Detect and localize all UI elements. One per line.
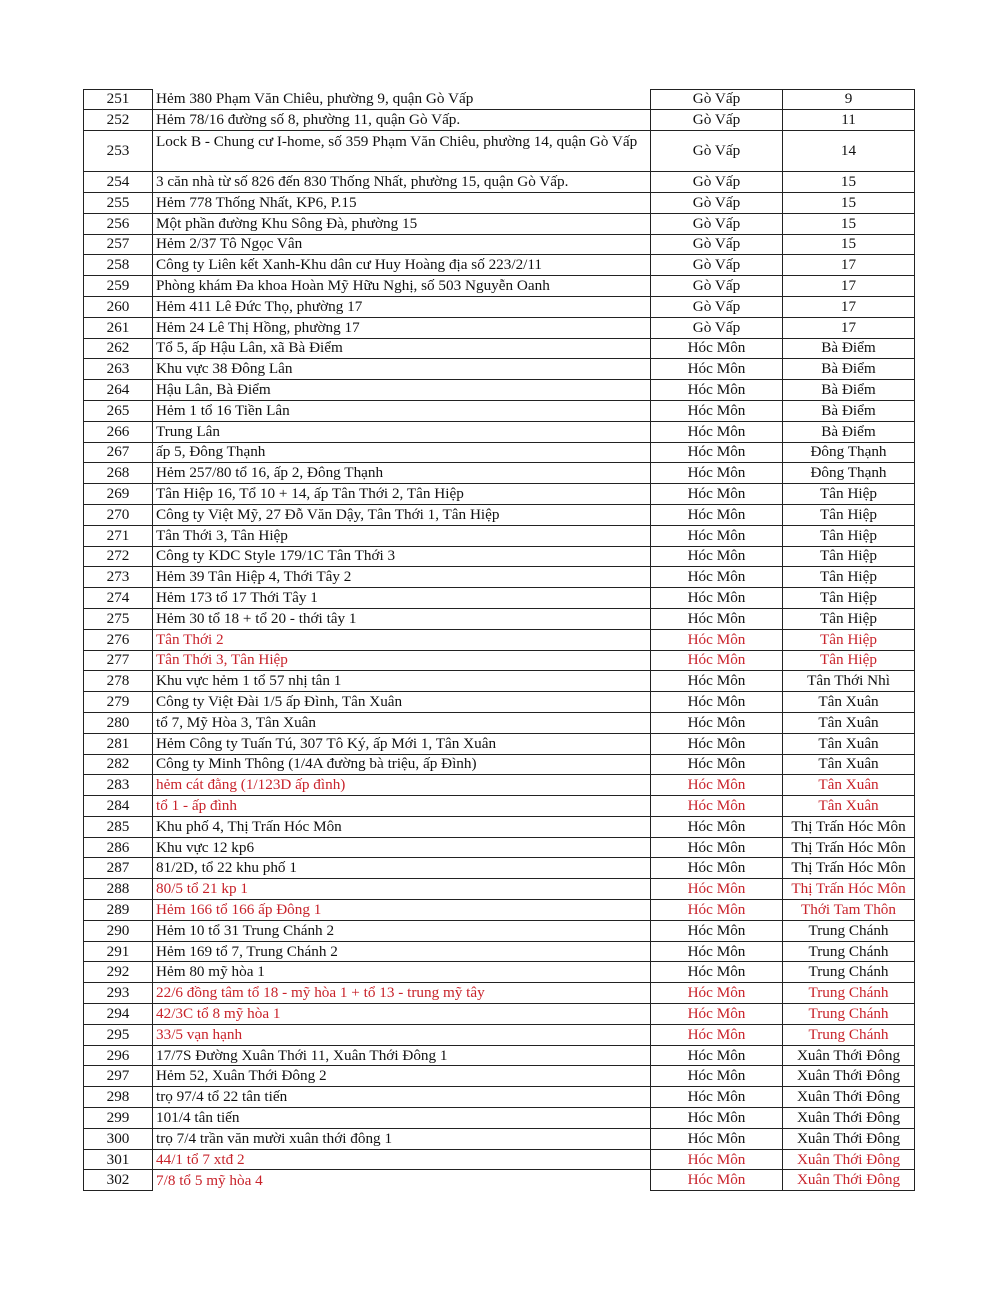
address-cell: Công ty Liên kết Xanh-Khu dân cư Huy Hoàng địa số 223/2/11 [153,255,650,276]
table-row [83,942,915,963]
table-row [83,359,915,380]
table-row [83,276,915,297]
address-cell: Hẻm 778 Thống Nhất, KP6, P.15 [153,193,650,214]
ward-cell: 17 [783,276,915,297]
table-row [83,796,915,817]
stt-cell: 277 [83,651,153,672]
stt-cell: 292 [83,962,153,983]
table-row [83,422,915,443]
ward-cell: Tân Thới Nhì [783,671,915,692]
ward-cell: Thới Tam Thôn [783,900,915,921]
address-cell: tổ 7, Mỹ Hòa 3, Tân Xuân [153,713,650,734]
table-row [83,755,915,776]
district-cell: Gò Vấp [650,89,783,110]
ward-cell: Tân Hiệp [783,526,915,547]
address-cell: Một phần đường Khu Sông Đà, phường 15 [153,214,650,235]
district-cell: Hóc Môn [650,942,783,963]
table-row [83,630,915,651]
table-row [83,401,915,422]
stt-cell: 276 [83,630,153,651]
district-cell: Hóc Môn [650,339,783,360]
address-cell: Khu vực 12 kp6 [153,838,650,859]
table-row [83,588,915,609]
table-row [83,567,915,588]
address-cell: Tổ 5, ấp Hậu Lân, xã Bà Điểm [153,339,650,360]
table-row [83,734,915,755]
ward-cell: Bà Điểm [783,339,915,360]
table-row [83,89,915,110]
ward-cell: 17 [783,318,915,339]
table-row [83,1129,915,1150]
district-cell: Hóc Môn [650,817,783,838]
ward-cell: Đông Thạnh [783,463,915,484]
ward-cell: Tân Xuân [783,713,915,734]
district-cell: Hóc Môn [650,1046,783,1067]
table-row [83,255,915,276]
district-cell: Hóc Môn [650,900,783,921]
address-cell: Khu vực hẻm 1 tổ 57 nhị tân 1 [153,671,650,692]
district-cell: Hóc Môn [650,734,783,755]
district-cell: Hóc Môn [650,1066,783,1087]
address-cell: Hẻm 80 mỹ hòa 1 [153,962,650,983]
ward-cell: Trung Chánh [783,1025,915,1046]
district-cell: Hóc Môn [650,380,783,401]
address-cell: Hẻm 173 tổ 17 Thới Tây 1 [153,588,650,609]
ward-cell: Tân Hiệp [783,505,915,526]
ward-cell: Trung Chánh [783,983,915,1004]
stt-cell: 286 [83,838,153,859]
ward-cell: Tân Xuân [783,734,915,755]
address-cell: Hẻm 30 tổ 18 + tổ 20 - thới tây 1 [153,609,650,630]
stt-cell: 252 [83,110,153,131]
stt-cell: 269 [83,484,153,505]
address-cell: Tân Thới 3, Tân Hiệp [153,651,650,672]
ward-cell: 9 [783,89,915,110]
address-cell: Tân Hiệp 16, Tổ 10 + 14, ấp Tân Thới 2, Tân Hiệp [153,484,650,505]
address-cell: ấp 5, Đông Thạnh [153,443,650,464]
table-row [83,1150,915,1171]
table-row [83,172,915,193]
address-cell: Lock B - Chung cư I-home, số 359 Phạm Văn Chiêu, phường 14, quận Gò Vấp [153,131,650,173]
district-cell: Hóc Môn [650,401,783,422]
district-cell: Hóc Môn [650,1025,783,1046]
district-cell: Hóc Môn [650,879,783,900]
table-row [83,1025,915,1046]
district-cell: Hóc Môn [650,630,783,651]
ward-cell: 17 [783,297,915,318]
table-row [83,1066,915,1087]
address-cell: Hẻm 257/80 tổ 16, ấp 2, Đông Thạnh [153,463,650,484]
table-row [83,1046,915,1067]
table-row [83,484,915,505]
address-cell: 22/6 đồng tâm tổ 18 - mỹ hòa 1 + tổ 13 - trung mỹ tây [153,983,650,1004]
table-row [83,318,915,339]
district-cell: Gò Vấp [650,297,783,318]
stt-cell: 288 [83,879,153,900]
address-cell: Phòng khám Đa khoa Hoàn Mỹ Hữu Nghị, số 503 Nguyễn Oanh [153,276,650,297]
address-cell: Hẻm 169 tổ 7, Trung Chánh 2 [153,942,650,963]
ward-cell: 11 [783,110,915,131]
district-cell: Gò Vấp [650,214,783,235]
ward-cell: Xuân Thới Đông [783,1087,915,1108]
stt-cell: 265 [83,401,153,422]
table-row [83,505,915,526]
address-cell: Hẻm 1 tổ 16 Tiền Lân [153,401,650,422]
ward-cell: Trung Chánh [783,942,915,963]
stt-cell: 289 [83,900,153,921]
district-cell: Hóc Môn [650,858,783,879]
table-row [83,858,915,879]
stt-cell: 282 [83,755,153,776]
district-cell: Gò Vấp [650,255,783,276]
ward-cell: Trung Chánh [783,921,915,942]
address-cell: Hẻm 10 tổ 31 Trung Chánh 2 [153,921,650,942]
stt-cell: 253 [83,131,153,173]
address-cell: Hẻm 2/37 Tô Ngọc Vân [153,235,650,256]
ward-cell: Trung Chánh [783,962,915,983]
stt-cell: 260 [83,297,153,318]
address-cell: Hẻm 411 Lê Đức Thọ, phường 17 [153,297,650,318]
ward-cell: Bà Điểm [783,380,915,401]
ward-cell: Xuân Thới Đông [783,1066,915,1087]
stt-cell: 274 [83,588,153,609]
district-cell: Hóc Môn [650,463,783,484]
table-row [83,1004,915,1025]
address-cell: 17/7S Đường Xuân Thới 11, Xuân Thới Đông 1 [153,1046,650,1067]
ward-cell: Trung Chánh [783,1004,915,1025]
table-row [83,838,915,859]
table-row [83,962,915,983]
table-row [83,900,915,921]
table-row [83,775,915,796]
district-cell: Hóc Môn [650,588,783,609]
ward-cell: Tân Hiệp [783,609,915,630]
district-cell: Gò Vấp [650,172,783,193]
district-cell: Hóc Môn [650,1108,783,1129]
table-row [83,214,915,235]
stt-cell: 278 [83,671,153,692]
district-cell: Hóc Môn [650,567,783,588]
address-cell: Hẻm 52, Xuân Thới Đông 2 [153,1066,650,1087]
address-cell: Công ty KDC Style 179/1C Tân Thới 3 [153,547,650,568]
ward-cell: 17 [783,255,915,276]
table-row [83,380,915,401]
table-row [83,110,915,131]
address-cell: 42/3C tổ 8 mỹ hòa 1 [153,1004,650,1025]
address-cell: Khu phố 4, Thị Trấn Hóc Môn [153,817,650,838]
district-cell: Hóc Môn [650,921,783,942]
address-cell: Công ty Minh Thông (1/4A đường bà triệu, ấp Đình) [153,755,650,776]
stt-cell: 257 [83,235,153,256]
stt-cell: 268 [83,463,153,484]
table-row [83,235,915,256]
address-cell: 7/8 tổ 5 mỹ hòa 4 [156,1171,263,1189]
ward-cell: Tân Hiệp [783,547,915,568]
stt-cell: 264 [83,380,153,401]
stt-cell: 263 [83,359,153,380]
table-row [83,526,915,547]
stt-cell: 266 [83,422,153,443]
district-cell: Hóc Môn [650,671,783,692]
district-cell: Gò Vấp [650,276,783,297]
stt-cell: 254 [83,172,153,193]
stt-cell: 294 [83,1004,153,1025]
district-cell: Hóc Môn [650,755,783,776]
ward-cell: Bà Điểm [783,401,915,422]
district-cell: Hóc Môn [650,422,783,443]
table-row [83,609,915,630]
stt-cell: 256 [83,214,153,235]
table-row [83,983,915,1004]
table-row [83,692,915,713]
stt-cell: 279 [83,692,153,713]
ward-cell: 15 [783,214,915,235]
district-cell: Hóc Môn [650,838,783,859]
address-cell: Trung Lân [153,422,650,443]
ward-cell: Xuân Thới Đông [783,1129,915,1150]
address-cell: Công ty Việt Mỹ, 27 Đỗ Văn Dậy, Tân Thới 1, Tân Hiệp [153,505,650,526]
stt-cell: 251 [83,89,153,110]
stt-cell: 267 [83,443,153,464]
ward-cell: 15 [783,172,915,193]
district-cell: Gò Vấp [650,235,783,256]
stt-cell: 273 [83,567,153,588]
table-row [83,817,915,838]
ward-cell: Thị Trấn Hóc Môn [783,879,915,900]
table-row [83,297,915,318]
address-cell: tổ 1 - ấp đình [153,796,650,817]
address-table [83,89,915,1191]
stt-cell: 302 [83,1170,153,1191]
stt-cell: 298 [83,1087,153,1108]
stt-cell: 287 [83,858,153,879]
stt-cell: 300 [83,1129,153,1150]
address-cell: Hẻm 39 Tân Hiệp 4, Thới Tây 2 [153,567,650,588]
ward-cell: Xuân Thới Đông [783,1046,915,1067]
stt-cell: 299 [83,1108,153,1129]
table-row [83,1087,915,1108]
ward-cell: 15 [783,235,915,256]
ward-cell: Bà Điểm [783,422,915,443]
address-cell: hẻm cát đằng (1/123D ấp đình) [153,775,650,796]
district-cell: Hóc Môn [650,1087,783,1108]
ward-cell: Tân Hiệp [783,651,915,672]
stt-cell: 275 [83,609,153,630]
district-cell: Gò Vấp [650,193,783,214]
address-cell: Khu vực 38 Đông Lân [153,359,650,380]
address-cell: 81/2D, tổ 22 khu phố 1 [153,858,650,879]
table-row [83,921,915,942]
stt-cell: 280 [83,713,153,734]
stt-cell: 295 [83,1025,153,1046]
district-cell: Hóc Môn [650,651,783,672]
ward-cell: Xuân Thới Đông [783,1108,915,1129]
table-row [83,547,915,568]
district-cell: Hóc Môn [650,609,783,630]
table-row [83,443,915,464]
stt-cell: 291 [83,942,153,963]
address-cell: Công ty Việt Đài 1/5 ấp Đình, Tân Xuân [153,692,650,713]
stt-cell: 283 [83,775,153,796]
address-cell: 33/5 vạn hạnh [153,1025,650,1046]
address-cell: Tân Thới 3, Tân Hiệp [153,526,650,547]
table-row [83,463,915,484]
district-cell: Hóc Môn [650,484,783,505]
table-row [83,339,915,360]
address-cell: trọ 97/4 tổ 22 tân tiến [153,1087,650,1108]
district-cell: Hóc Môn [650,692,783,713]
stt-cell: 270 [83,505,153,526]
stt-cell: 296 [83,1046,153,1067]
ward-cell: Thị Trấn Hóc Môn [783,817,915,838]
district-cell: Hóc Môn [650,962,783,983]
district-cell: Hóc Môn [650,1170,783,1191]
table-row [83,713,915,734]
ward-cell: Tân Hiệp [783,567,915,588]
stt-cell: 285 [83,817,153,838]
district-cell: Hóc Môn [650,505,783,526]
district-cell: Hóc Môn [650,443,783,464]
district-cell: Hóc Môn [650,1129,783,1150]
stt-cell: 284 [83,796,153,817]
table-row [83,1170,915,1191]
address-cell: Hẻm 24 Lê Thị Hồng, phường 17 [153,318,650,339]
table-row [83,671,915,692]
table-row [83,1108,915,1129]
stt-cell: 271 [83,526,153,547]
stt-cell: 255 [83,193,153,214]
address-cell: Hậu Lân, Bà Điểm [153,380,650,401]
table-row [83,651,915,672]
ward-cell: Tân Xuân [783,692,915,713]
ward-cell: Tân Hiệp [783,588,915,609]
ward-cell: 14 [783,131,915,173]
address-cell: Hẻm 380 Phạm Văn Chiêu, phường 9, quận Gò Vấp [153,89,650,110]
stt-cell: 259 [83,276,153,297]
stt-cell: 258 [83,255,153,276]
ward-cell: Bà Điểm [783,359,915,380]
stt-cell: 301 [83,1150,153,1171]
address-cell: 44/1 tổ 7 xtđ 2 [153,1150,650,1171]
stt-cell: 297 [83,1066,153,1087]
stt-cell: 261 [83,318,153,339]
table-row [83,193,915,214]
address-cell: trọ 7/4 trần văn mười xuân thới đông 1 [153,1129,650,1150]
ward-cell: Xuân Thới Đông [783,1150,915,1171]
address-cell: Tân Thới 2 [153,630,650,651]
ward-cell: Tân Xuân [783,755,915,776]
district-cell: Hóc Môn [650,796,783,817]
district-cell: Hóc Môn [650,1004,783,1025]
address-cell: 3 căn nhà từ số 826 đến 830 Thống Nhất, phường 15, quận Gò Vấp. [153,172,650,193]
stt-cell: 262 [83,339,153,360]
district-cell: Hóc Môn [650,526,783,547]
address-cell: Hẻm 78/16 đường số 8, phường 11, quận Gò Vấp. [153,110,650,131]
ward-cell: Xuân Thới Đông [783,1170,915,1191]
district-cell: Hóc Môn [650,1150,783,1171]
district-cell: Gò Vấp [650,131,783,173]
table-row [83,131,915,173]
ward-cell: Tân Xuân [783,775,915,796]
ward-cell: 15 [783,193,915,214]
ward-cell: Thị Trấn Hóc Môn [783,838,915,859]
address-cell: 101/4 tân tiến [153,1108,650,1129]
ward-cell: Thị Trấn Hóc Môn [783,858,915,879]
table-row [83,879,915,900]
district-cell: Hóc Môn [650,713,783,734]
district-cell: Hóc Môn [650,359,783,380]
district-cell: Hóc Môn [650,775,783,796]
stt-cell: 272 [83,547,153,568]
district-cell: Gò Vấp [650,110,783,131]
district-cell: Gò Vấp [650,318,783,339]
stt-cell: 281 [83,734,153,755]
stt-cell: 290 [83,921,153,942]
ward-cell: Tân Xuân [783,796,915,817]
stt-cell: 293 [83,983,153,1004]
address-cell: Hẻm Công ty Tuấn Tú, 307 Tô Ký, ấp Mới 1, Tân Xuân [153,734,650,755]
district-cell: Hóc Môn [650,547,783,568]
address-cell: 80/5 tổ 21 kp 1 [153,879,650,900]
district-cell: Hóc Môn [650,983,783,1004]
address-cell: Hẻm 166 tổ 166 ấp Đông 1 [153,900,650,921]
ward-cell: Tân Hiệp [783,630,915,651]
ward-cell: Đông Thạnh [783,443,915,464]
ward-cell: Tân Hiệp [783,484,915,505]
